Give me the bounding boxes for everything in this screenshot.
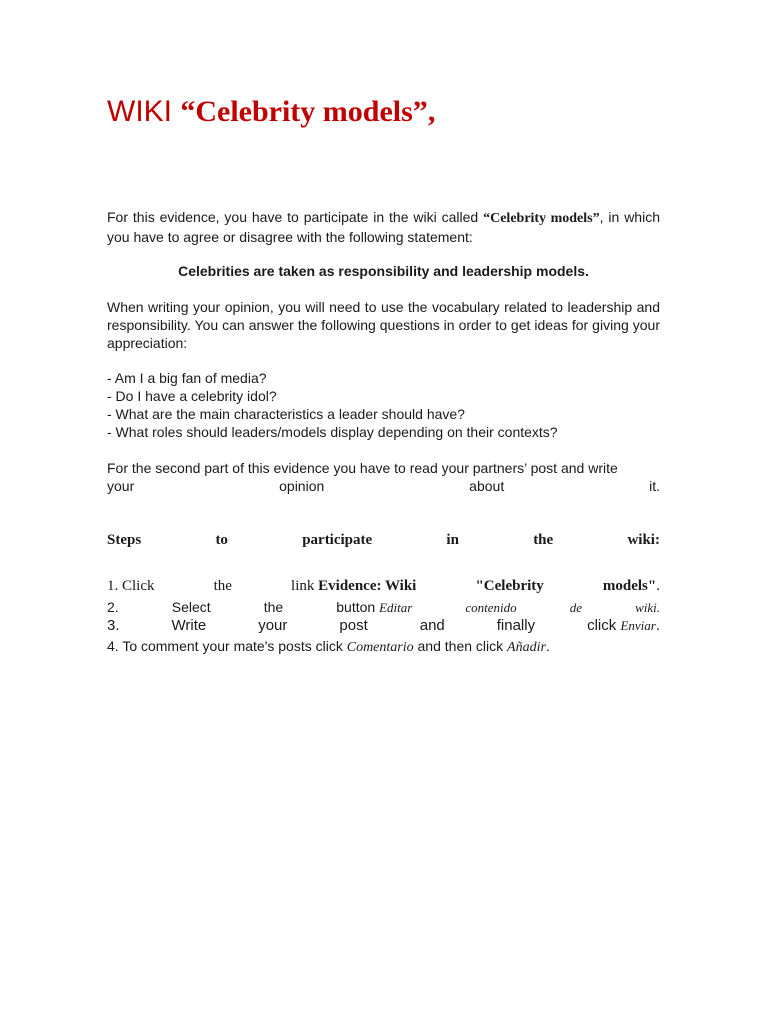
step-number: 2. bbox=[107, 599, 119, 615]
step-3 bbox=[107, 617, 660, 635]
word: in bbox=[446, 532, 459, 548]
step-1 bbox=[107, 577, 660, 595]
step-4-text: 4. To comment your mate's posts click bbox=[107, 638, 347, 654]
anadir-button-name: Añadir bbox=[507, 640, 546, 655]
word: your bbox=[107, 478, 135, 494]
title-name: “Celebrity models” bbox=[180, 95, 428, 128]
word: the bbox=[213, 578, 232, 594]
de-button-name: de bbox=[569, 600, 582, 615]
editar-button-name: Editar bbox=[379, 600, 413, 615]
second-part-line-1: For the second part of this evidence you have to read your partners’ post and write bbox=[107, 460, 618, 476]
word: and bbox=[419, 617, 445, 634]
word: wiki: bbox=[627, 532, 660, 548]
intro-wiki-name: “Celebrity models” bbox=[483, 211, 600, 226]
questions-list bbox=[107, 369, 660, 441]
evidence-wiki-link[interactable]: Evidence: Wiki bbox=[318, 578, 417, 594]
opinion-paragraph: When writing your opinion, you will need to use the vocabulary related to leadership and responsibility. You can answer the following questions in order to get ideas for giving your appreciation: bbox=[107, 299, 660, 351]
steps-heading bbox=[107, 531, 660, 549]
step-4-end: . bbox=[545, 638, 550, 654]
statement: Celebrities are taken as responsibility and leadership models. bbox=[178, 263, 589, 279]
word: your bbox=[258, 617, 288, 634]
question-item: - What are the main characteristics a leader should have? bbox=[107, 406, 465, 422]
word: the bbox=[533, 532, 554, 548]
step-2 bbox=[107, 598, 660, 617]
word: it. bbox=[649, 478, 660, 494]
step-1-end: models". bbox=[602, 578, 660, 594]
celebrity-link-part[interactable]: "Celebrity bbox=[475, 578, 544, 594]
intro-text-after: , in which you have to agree or disagree with the following statement: bbox=[107, 209, 660, 245]
models-link-part[interactable]: models" bbox=[602, 578, 657, 594]
intro-paragraph bbox=[107, 208, 660, 246]
word: Write bbox=[171, 617, 207, 634]
intro-text-before: For this evidence, you have to participate in the wiki called bbox=[107, 209, 484, 225]
word: the bbox=[263, 599, 284, 615]
step-2-button-label: button Editar bbox=[336, 599, 413, 615]
enviar-button-name: Enviar bbox=[620, 618, 656, 633]
question-item: - Do I have a celebrity idol? bbox=[107, 388, 277, 404]
question-item: - What roles should leaders/models display depending on their contexts? bbox=[107, 424, 558, 440]
step-number: 3. bbox=[107, 617, 120, 634]
step-4-mid: and then click bbox=[413, 638, 508, 654]
word: Select bbox=[171, 599, 211, 615]
word: participate bbox=[302, 532, 373, 548]
step-1-link-label: link Evidence: Wiki bbox=[291, 578, 417, 594]
word: to bbox=[215, 532, 228, 548]
step-3-click: click Enviar. bbox=[587, 617, 660, 634]
question-item: - Am I a big fan of media? bbox=[107, 370, 267, 386]
step-4 bbox=[107, 637, 660, 657]
word: about bbox=[469, 478, 505, 494]
wiki-button-name: wiki. bbox=[635, 600, 660, 615]
word: opinion bbox=[279, 478, 325, 494]
word: finally bbox=[496, 617, 536, 634]
step-1-intro: 1. Click bbox=[107, 578, 155, 594]
comentario-button-name: Comentario bbox=[346, 640, 414, 655]
contenido-button-name: contenido bbox=[465, 600, 517, 615]
word: Steps bbox=[107, 532, 142, 548]
title-suffix: , bbox=[427, 95, 436, 128]
second-part-paragraph bbox=[107, 459, 660, 495]
page-title bbox=[107, 94, 435, 130]
word: post bbox=[339, 617, 368, 634]
second-part-line-2 bbox=[107, 477, 660, 495]
title-prefix: WIKI bbox=[107, 95, 172, 128]
